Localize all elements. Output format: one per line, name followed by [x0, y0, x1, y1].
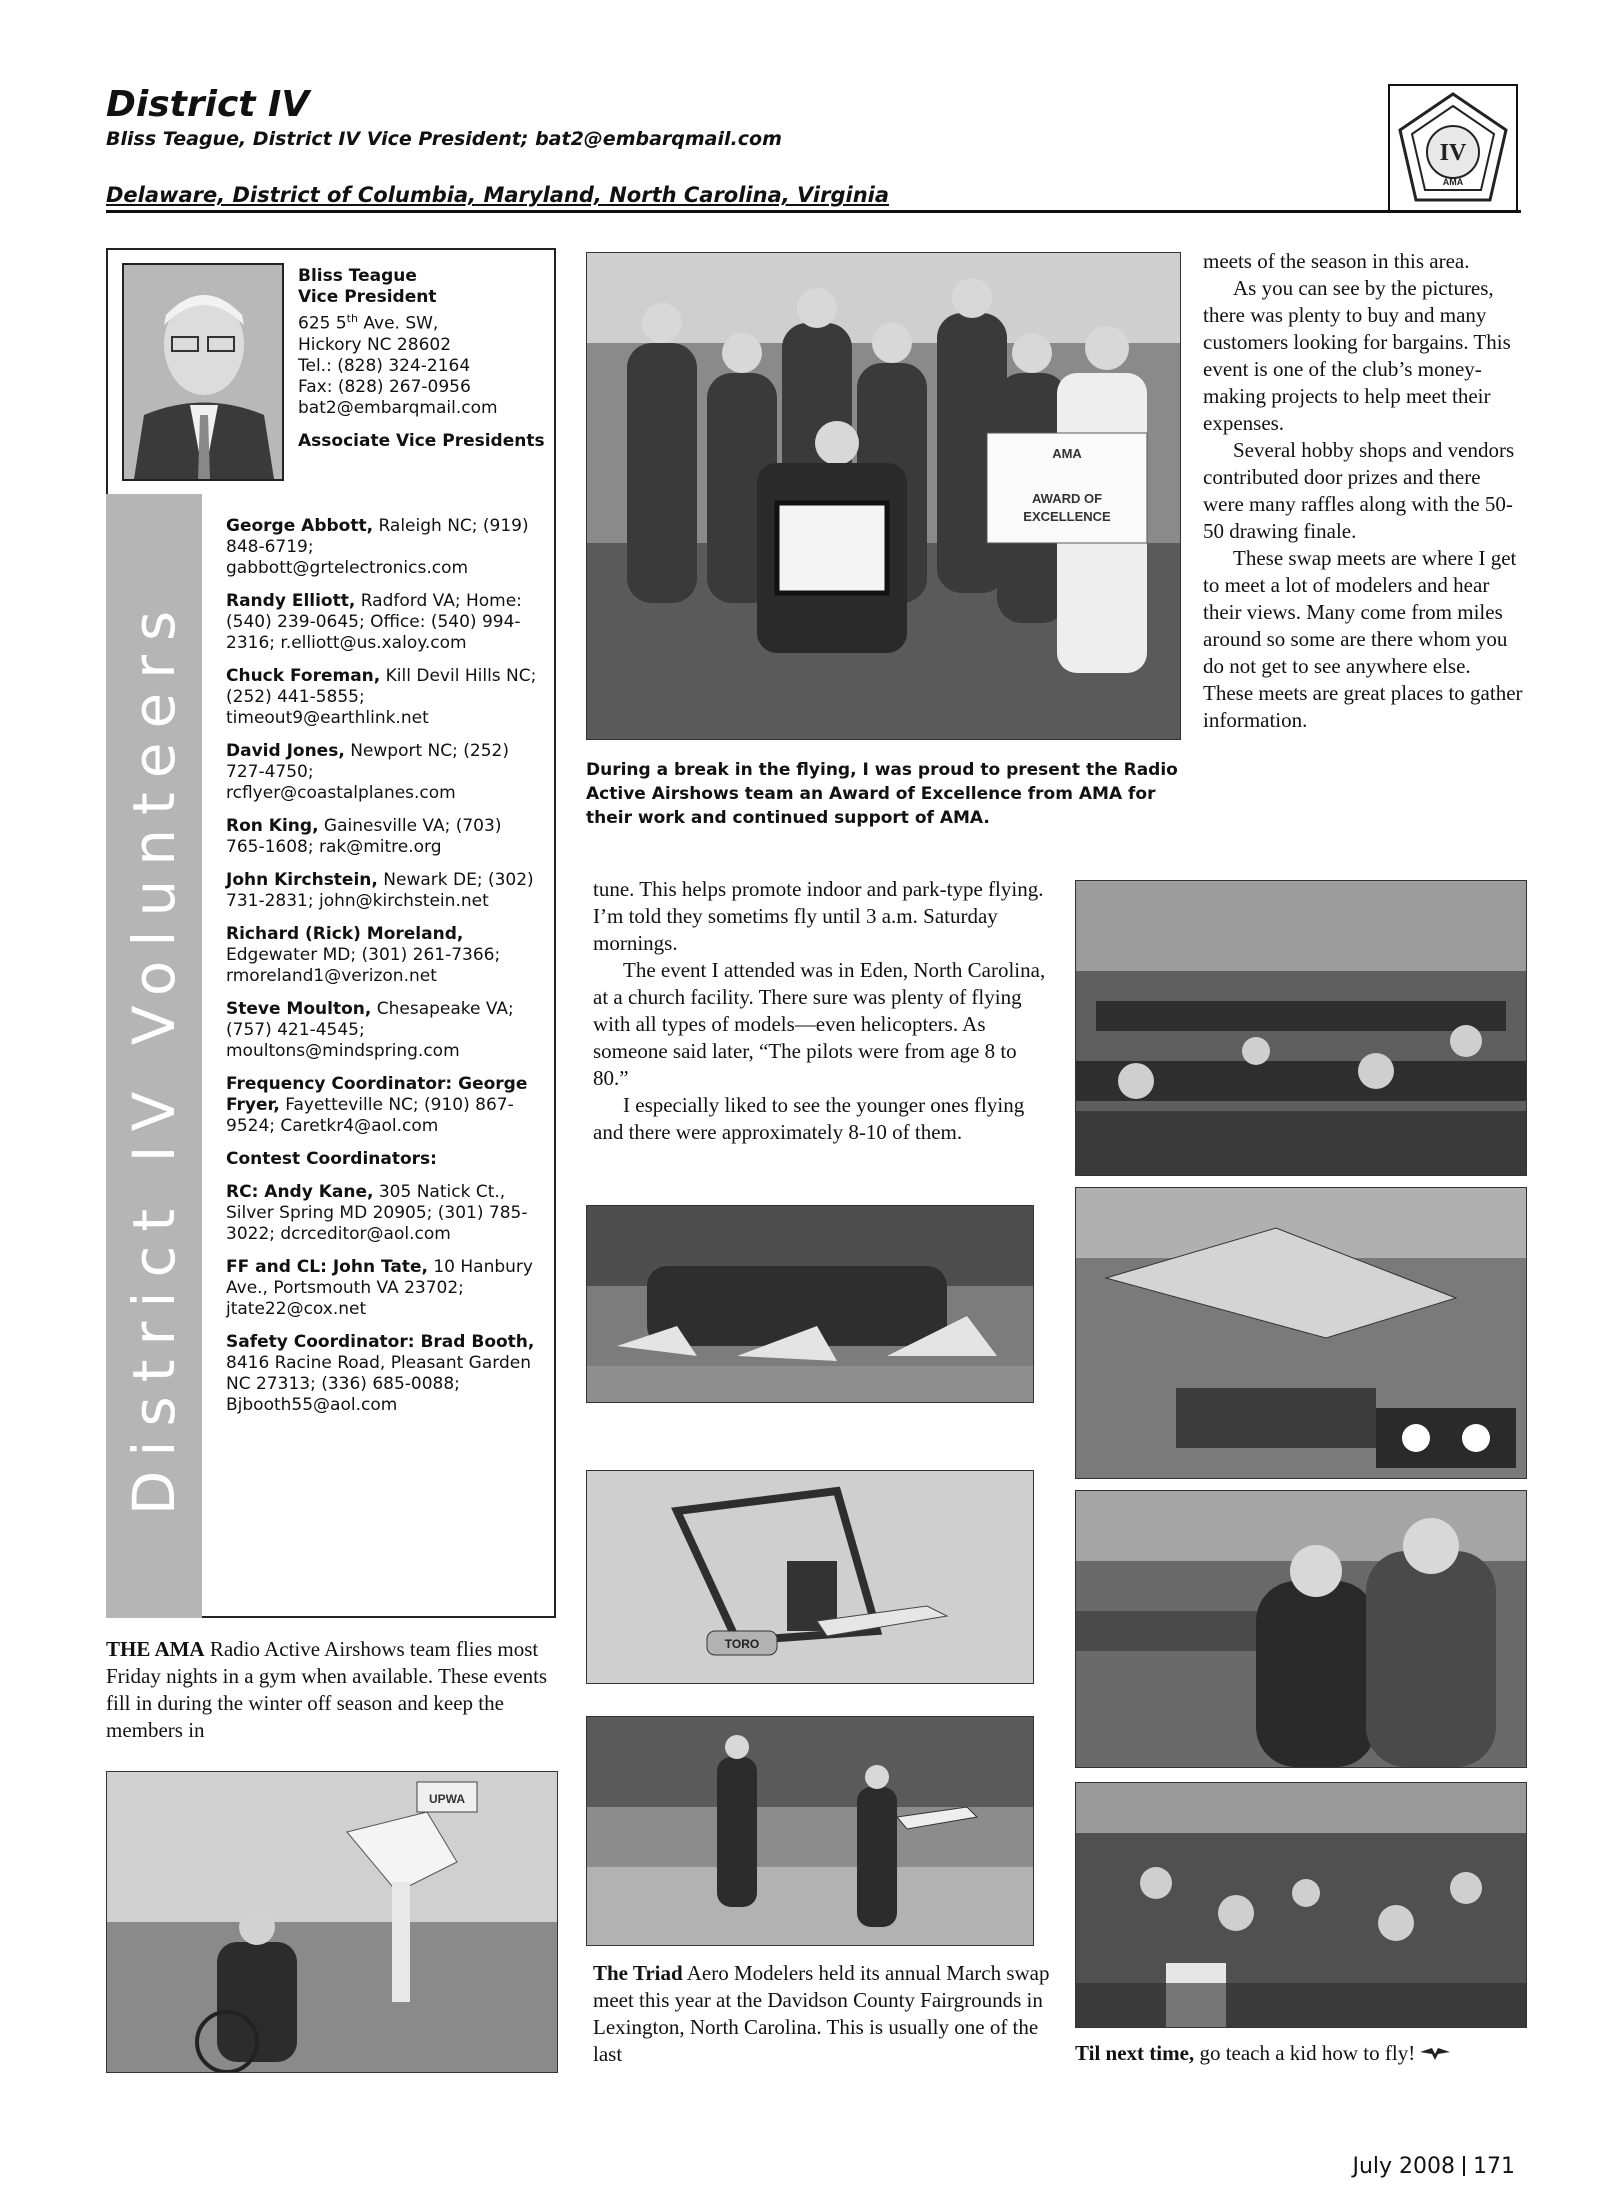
vp-address-line2: Hickory NC 28602: [298, 334, 452, 355]
volunteer-entry: Ron King, Gainesville VA; (703) 765-1608; rak@mitre.org: [226, 816, 502, 857]
banner-line2: EXCELLENCE: [1023, 509, 1111, 524]
volunteer-entry: Contest Coordinators:: [226, 1149, 437, 1169]
vp-name: Bliss Teague: [298, 266, 417, 286]
logo-label: AMA: [1442, 177, 1464, 187]
article-col1: [106, 1636, 556, 1744]
page-footer: [1352, 2154, 1515, 2179]
volunteer-list: [226, 516, 544, 1428]
swap-meet-photo-1: [1075, 880, 1527, 1176]
col2b-text: Aero Modelers held its annual March swap meet this year at the Davidson County Fairgrounds in Lexington, North Carolina. This is usually one of the last: [593, 1961, 1050, 2066]
volunteer-entry: David Jones, Newport NC; (252) 727-4750; rcflyer@coastalplanes.com: [226, 741, 509, 803]
col1-text: Radio Active Airshows team flies most Friday nights in a gym when available. These events fill in during the winter off season and keep the members in: [106, 1637, 548, 1742]
col2-p2: The event I attended was in Eden, North Carolina, at a church facility. There sure was plenty of flying with all types of models—even helicopters. As someone said later, “The pilots were from age 8 to 80.”: [593, 958, 1046, 1090]
volunteer-entry: Frequency Coordinator: George Fryer, Fayetteville NC; (910) 867-9524; Caretkr4@aol.com: [226, 1074, 528, 1136]
swap-meet-photo-2: [1075, 1187, 1527, 1479]
closing-text: go teach a kid how to fly!: [1194, 2041, 1416, 2065]
states-line: Delaware, District of Columbia, Maryland, North Carolina, Virginia: [106, 183, 890, 207]
closing-lead: Til next time,: [1075, 2041, 1195, 2065]
team-award-photo: [586, 252, 1181, 740]
band-title: District IV Volunteers: [120, 596, 188, 1516]
page-number: 171: [1473, 2154, 1515, 2179]
header-rule: [106, 210, 1521, 213]
col2-p1: tune. This helps promote indoor and park-type flying. I’m told they sometims fly until 3 a.m. Saturday mornings.: [593, 877, 1044, 955]
col2-p3: I especially liked to see the younger ones flying and there were approximately 8-10 of them.: [593, 1093, 1025, 1144]
col3-p1: meets of the season in this area.: [1203, 249, 1470, 273]
article-col3: [1203, 248, 1525, 734]
volunteer-entry: Chuck Foreman, Kill Devil Hills NC; (252) 441-5855; timeout9@earthlink.net: [226, 666, 537, 728]
swap-meet-photo-4: [1075, 1782, 1527, 2028]
pentagon-logo-icon: [1390, 86, 1516, 210]
upward-sign: UPWA: [429, 1792, 465, 1806]
col3-p2: As you can see by the pictures, there was plenty to buy and many customers looking for bargains. This event is one of the club’s money-making projects to help meet their expenses.: [1203, 276, 1511, 435]
swap-meet-photo-3: [1075, 1490, 1527, 1768]
ama-wings-icon: [1420, 2046, 1450, 2062]
vp-tel: Tel.: (828) 324-2164: [298, 355, 471, 376]
volunteer-entry: John Kirchstein, Newark DE; (302) 731-2831; john@kirchstein.net: [226, 870, 534, 911]
toro-label: TORO: [724, 1637, 760, 1651]
vp-portrait: [122, 263, 284, 481]
team-photo-caption: During a break in the flying, I was proud to present the Radio Active Airshows team an Award of Excellence from AMA for their work and continued support of AMA.: [586, 760, 1178, 828]
district-logo: [1388, 84, 1518, 212]
vp-role: Vice President: [298, 287, 437, 307]
avp-heading: Associate Vice Presidents: [298, 430, 545, 451]
group-with-models-photo: [586, 1205, 1034, 1403]
article-col2: [593, 876, 1053, 1146]
volunteer-entry: Safety Coordinator: Brad Booth, 8416 Racine Road, Pleasant Garden NC 27313; (336) 685-0088; Bjbooth55@aol.com: [226, 1332, 535, 1415]
footer-date: July 2008: [1352, 2154, 1455, 2179]
col3-p4: These swap meets are where I get to meet a lot of modelers and hear their views. Many come from miles around so some are there whom you do not get to see anywhere else. These meets are great places to gather information.: [1203, 546, 1523, 732]
banner-line1: AWARD OF: [1031, 491, 1103, 506]
banner-top: AMA: [1052, 446, 1082, 461]
volunteers-band: [106, 494, 202, 1618]
volunteer-entry: George Abbott, Raleigh NC; (919) 848-6719; gabbott@grtelectronics.com: [226, 516, 529, 578]
vp-email[interactable]: bat2@embarqmail.com: [298, 397, 498, 418]
vp-address-line1: 625 5th Ave. SW,: [298, 312, 439, 334]
col3-p3: Several hobby shops and vendors contributed door prizes and there were many raffles along with the 50-50 drawing finale.: [1203, 438, 1515, 543]
volunteer-entry: Steve Moulton, Chesapeake VA; (757) 421-4545; moultons@mindspring.com: [226, 999, 514, 1061]
page-title: District IV: [106, 84, 310, 125]
page-subtitle: Bliss Teague, District IV Vice President; bat2@embarqmail.com: [106, 128, 782, 150]
vp-fax: Fax: (828) 267-0956: [298, 376, 471, 397]
volunteer-entry: RC: Andy Kane, 305 Natick Ct., Silver Spring MD 20905; (301) 785-3022; dcrceditor@aol.com: [226, 1182, 528, 1244]
closing-line: [1075, 2040, 1535, 2067]
pilots-flying-photo: [586, 1716, 1034, 1946]
logo-numeral: IV: [1439, 140, 1467, 166]
volunteer-entry: FF and CL: John Tate, 10 Hanbury Ave., Portsmouth VA 23702; jtate22@cox.net: [226, 1257, 533, 1319]
wheelchair-pilot-photo: [106, 1771, 558, 2073]
col1-lead: THE AMA: [106, 1637, 205, 1661]
vp-contact: [298, 266, 548, 452]
volunteer-entry: Randy Elliott, Radford VA; Home: (540) 239-0645; Office: (540) 994-2316; r.elliott@us.xaloy.com: [226, 591, 522, 653]
indoor-model-photo: [586, 1470, 1034, 1684]
volunteer-entry: Richard (Rick) Moreland, Edgewater MD; (301) 261-7366; rmoreland1@verizon.net: [226, 924, 501, 986]
col2b-lead: The Triad: [593, 1961, 683, 1985]
article-col2b: [593, 1960, 1053, 2068]
